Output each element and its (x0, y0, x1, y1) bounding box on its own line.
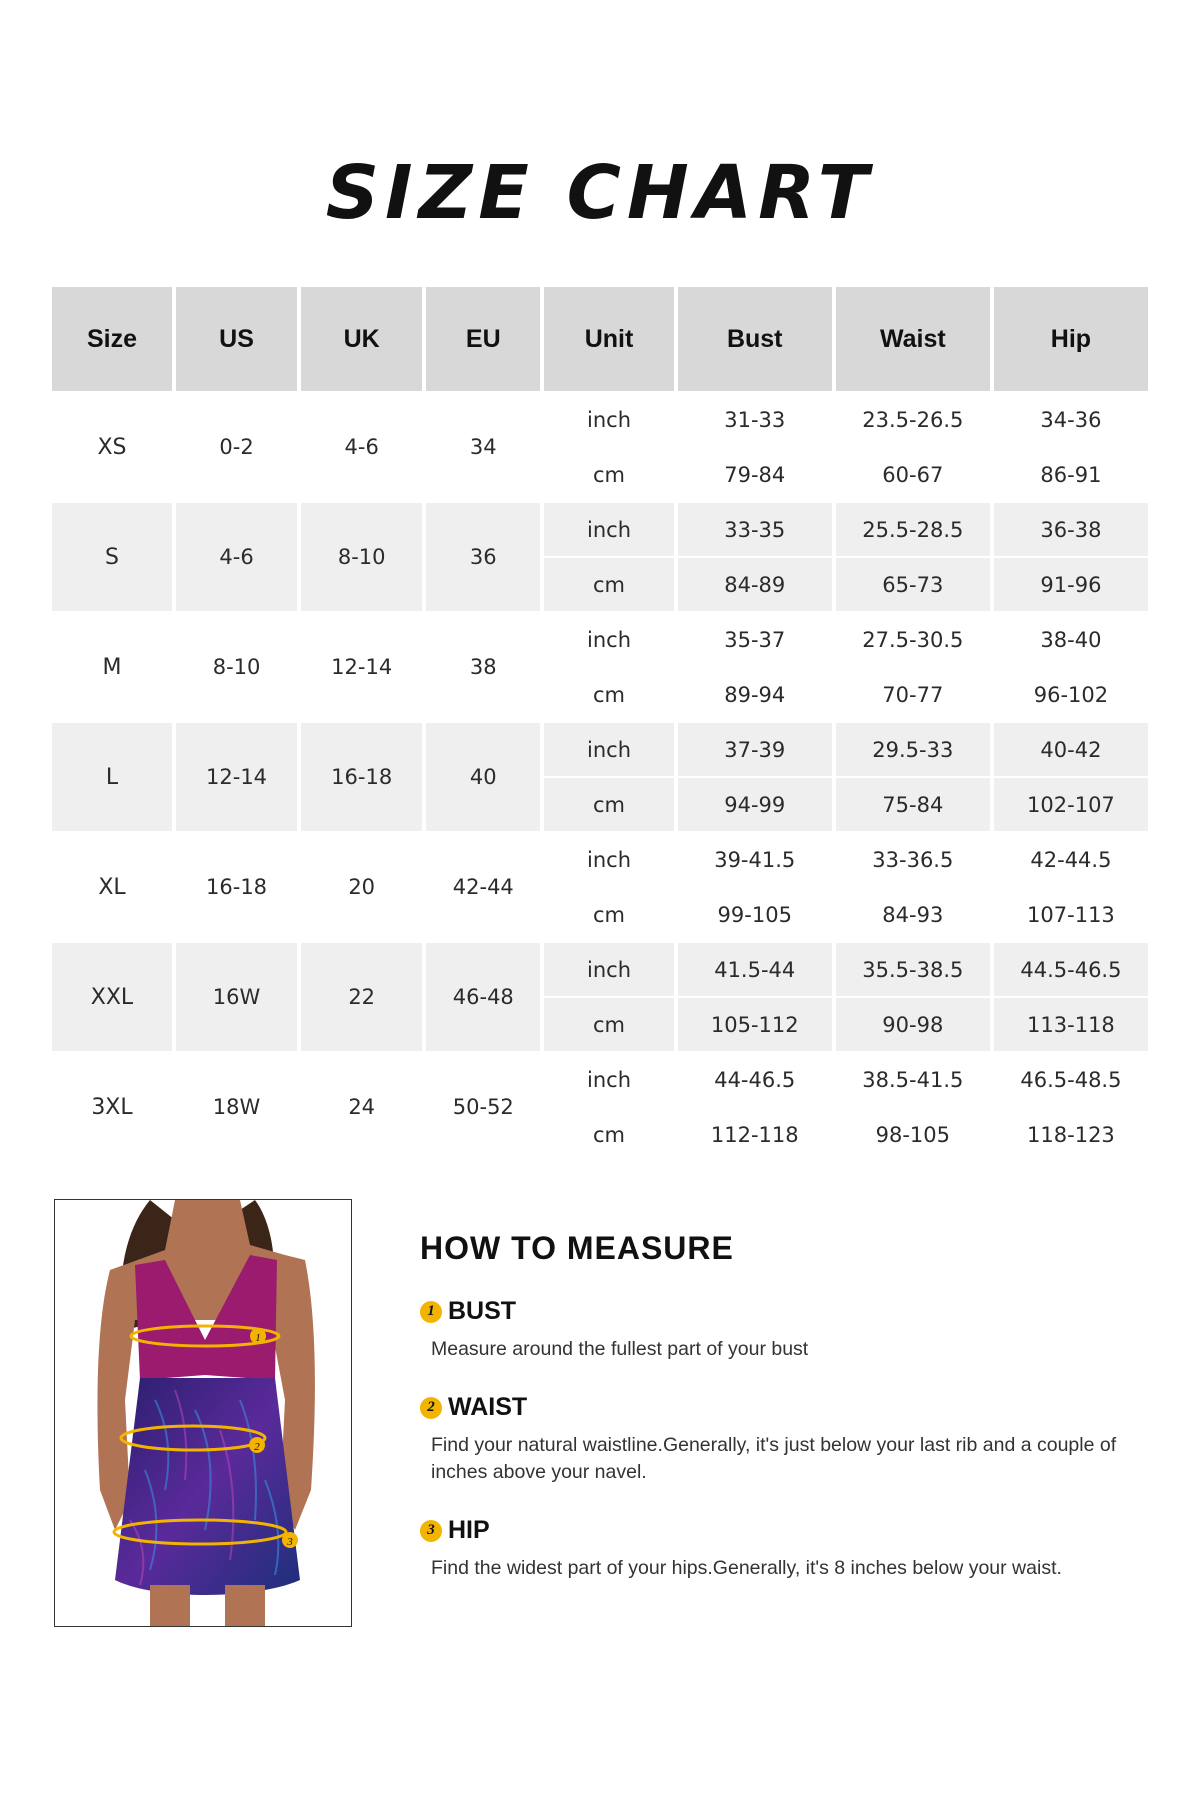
model-illustration (55, 1200, 351, 1626)
header-uk: UK (301, 287, 422, 391)
header-unit: Unit (544, 287, 673, 391)
model-photo (54, 1199, 352, 1627)
unit-cell: cm (593, 1122, 626, 1147)
hip-cell: 38-40 (1040, 627, 1102, 652)
header-us: US (176, 287, 297, 391)
size-cell: 3XL (91, 1094, 133, 1120)
marker-1-label: 1 (255, 1332, 261, 1344)
unit-cell: inch (544, 943, 673, 996)
eu-cell: 34 (469, 435, 497, 459)
bust-cell: 79-84 (724, 462, 786, 487)
header-size: Size (52, 287, 172, 391)
unit-cell: inch (587, 407, 632, 432)
step-header (420, 1393, 1140, 1422)
us-cell: 4-6 (176, 503, 297, 611)
uk-cell: 4-6 (344, 435, 379, 459)
waist-cell: 33-36.5 (872, 847, 954, 872)
uk-cell: 8-10 (301, 503, 422, 611)
header-eu: EU (426, 287, 540, 391)
step-number-icon: 1 (420, 1301, 442, 1323)
measure-step-bust (420, 1297, 1140, 1363)
leg-shape (150, 1585, 190, 1626)
how-to-measure-section (420, 1230, 1140, 1582)
bust-cell: 94-99 (678, 778, 832, 831)
size-cell: M (102, 654, 122, 680)
us-cell: 18W (212, 1095, 261, 1119)
unit-cell: inch (587, 1067, 632, 1092)
hip-cell: 46.5-48.5 (1020, 1067, 1122, 1092)
bust-cell: 44-46.5 (714, 1067, 796, 1092)
hip-cell: 34-36 (1040, 407, 1102, 432)
marker-2-label: 2 (254, 1441, 260, 1453)
size-cell: XXL (52, 943, 172, 1051)
us-cell: 8-10 (212, 655, 261, 679)
how-to-measure-heading: HOW TO MEASURE (420, 1230, 734, 1266)
step-title: WAIST (448, 1393, 528, 1421)
unit-cell: cm (544, 998, 673, 1051)
hip-cell: 113-118 (994, 998, 1148, 1051)
hip-cell: 36-38 (994, 503, 1148, 556)
bust-cell: 39-41.5 (714, 847, 796, 872)
uk-cell: 16-18 (301, 723, 422, 831)
bust-cell: 84-89 (678, 558, 832, 611)
step-title: BUST (448, 1297, 517, 1325)
waist-cell: 98-105 (875, 1122, 951, 1147)
unit-cell: cm (544, 778, 673, 831)
us-cell: 0-2 (219, 435, 254, 459)
table-row (52, 1053, 1148, 1106)
unit-cell: cm (593, 902, 626, 927)
unit-cell: inch (544, 503, 673, 556)
size-cell: XL (98, 874, 126, 900)
step-number-icon: 3 (420, 1520, 442, 1542)
header-bust: Bust (678, 287, 832, 391)
step-title: HIP (448, 1516, 490, 1544)
step-description: Find the widest part of your hips.Generally, it's 8 inches below your waist. (431, 1557, 1062, 1579)
table-row (52, 723, 1148, 776)
table-row (52, 503, 1148, 556)
bust-cell: 89-94 (724, 682, 786, 707)
unit-cell: inch (587, 847, 632, 872)
measure-step-waist (420, 1393, 1140, 1486)
waist-cell: 84-93 (882, 902, 944, 927)
hip-cell: 44.5-46.5 (994, 943, 1148, 996)
waist-cell: 23.5-26.5 (862, 407, 964, 432)
unit-cell: cm (593, 682, 626, 707)
hip-cell: 91-96 (994, 558, 1148, 611)
eu-cell: 36 (426, 503, 540, 611)
bust-cell: 99-105 (717, 902, 792, 927)
unit-cell: cm (544, 558, 673, 611)
eu-cell: 46-48 (426, 943, 540, 1051)
step-header (420, 1516, 1140, 1545)
eu-cell: 38 (469, 655, 497, 679)
waist-cell: 90-98 (836, 998, 990, 1051)
table-row (52, 613, 1148, 666)
size-cell: XS (97, 434, 127, 460)
eu-cell: 42-44 (452, 875, 514, 899)
bust-cell: 35-37 (724, 627, 786, 652)
us-cell: 16-18 (206, 875, 268, 899)
waist-cell: 60-67 (882, 462, 944, 487)
waist-cell: 65-73 (836, 558, 990, 611)
bust-cell: 41.5-44 (678, 943, 832, 996)
step-number-icon: 2 (420, 1397, 442, 1419)
hip-cell: 118-123 (1027, 1122, 1115, 1147)
waist-cell: 29.5-33 (836, 723, 990, 776)
uk-cell: 24 (348, 1095, 376, 1119)
leg-shape (225, 1585, 265, 1626)
hip-cell: 107-113 (1027, 902, 1115, 927)
table-row (52, 833, 1148, 886)
us-cell: 12-14 (176, 723, 297, 831)
waist-cell: 70-77 (882, 682, 944, 707)
table-header-row (52, 287, 1148, 391)
hip-cell: 102-107 (994, 778, 1148, 831)
waist-cell: 27.5-30.5 (862, 627, 964, 652)
step-description: Find your natural waistline.Generally, it's just below your last rib and a couple of inches above your navel. (431, 1434, 1117, 1483)
hip-cell: 96-102 (1033, 682, 1109, 707)
eu-cell: 40 (426, 723, 540, 831)
bust-cell: 37-39 (678, 723, 832, 776)
bust-cell: 33-35 (678, 503, 832, 556)
eu-cell: 50-52 (452, 1095, 514, 1119)
table-row (52, 943, 1148, 996)
uk-cell: 22 (301, 943, 422, 1051)
hip-cell: 42-44.5 (1030, 847, 1112, 872)
page-title: SIZE CHART (325, 150, 875, 236)
waist-cell: 75-84 (836, 778, 990, 831)
marker-3-label: 3 (287, 1536, 293, 1548)
header-waist: Waist (836, 287, 990, 391)
waist-cell: 25.5-28.5 (836, 503, 990, 556)
waist-cell: 38.5-41.5 (862, 1067, 964, 1092)
uk-cell: 12-14 (331, 655, 393, 679)
measure-step-hip (420, 1516, 1140, 1582)
size-cell: S (52, 503, 172, 611)
bust-cell: 112-118 (710, 1122, 799, 1147)
hip-cell: 40-42 (994, 723, 1148, 776)
waist-cell: 35.5-38.5 (836, 943, 990, 996)
hip-cell: 86-91 (1040, 462, 1102, 487)
size-cell: L (52, 723, 172, 831)
us-cell: 16W (176, 943, 297, 1051)
unit-cell: inch (544, 723, 673, 776)
uk-cell: 20 (348, 875, 376, 899)
step-header (420, 1297, 1140, 1326)
unit-cell: cm (593, 462, 626, 487)
size-chart-table (48, 285, 1152, 1163)
bust-cell: 31-33 (724, 407, 786, 432)
header-hip: Hip (994, 287, 1148, 391)
step-description: Measure around the fullest part of your bust (431, 1338, 809, 1360)
table-row (52, 393, 1148, 446)
unit-cell: inch (587, 627, 632, 652)
bust-cell: 105-112 (678, 998, 832, 1051)
